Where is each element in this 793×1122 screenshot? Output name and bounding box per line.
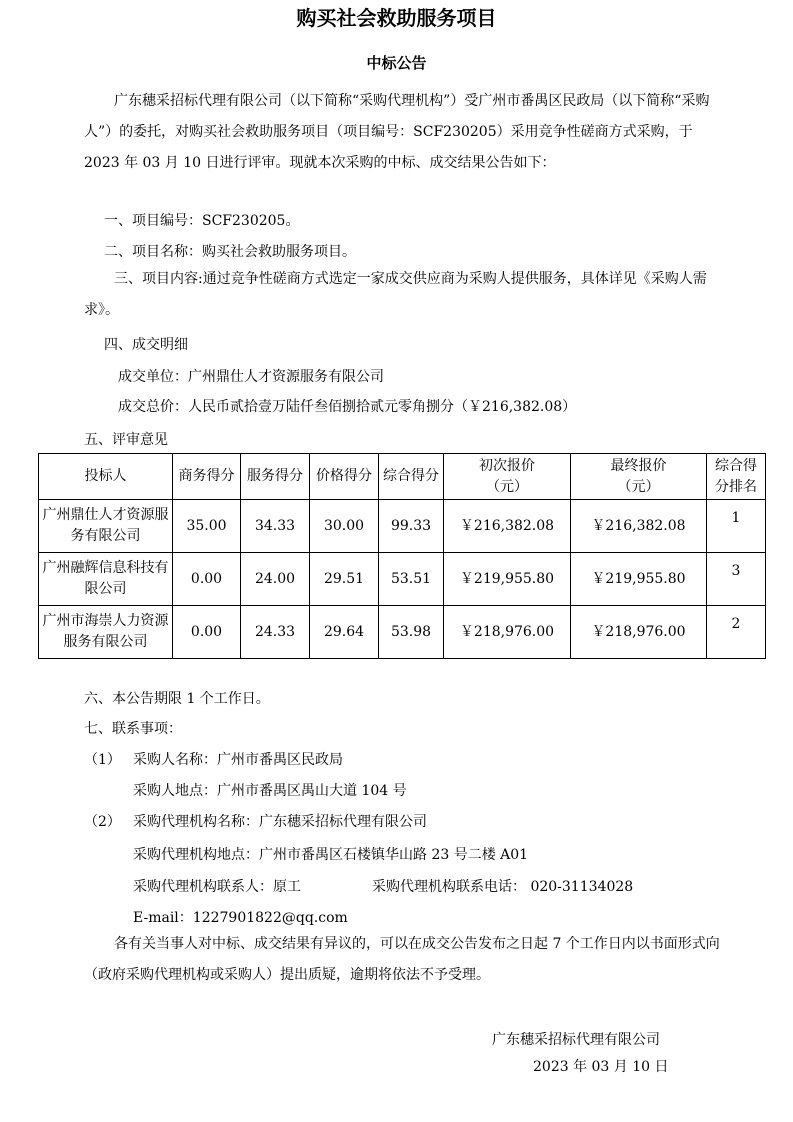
purchaser-name: 采购人名称：广州市番禺区民政局 [133,752,343,768]
item-deal-details: 四、成交明细 [104,337,188,353]
header-initial-quote: 初次报价 （元） [444,454,571,500]
cell-rank: 1 [707,500,766,553]
header-final-quote: 最终报价 （元） [571,454,707,500]
header-total-score: 综合得分 [379,454,444,500]
cell-rank: 3 [707,553,766,606]
agency-address: 采购代理机构地点：广州市番禺区石楼镇华山路 23 号二楼 A01 [133,847,529,863]
contact-2-number: （2） [84,814,121,830]
agency-contact-person: 采购代理机构联系人：原工 [133,879,301,895]
intro-paragraph: 广东穗采招标代理有限公司（以下简称“采购代理机构”）受广州市番禺区民政局（以下简称“采购人”）的委托，对购买社会救助服务项目（项目编号：SCF230205）采用竞争性磋商方式采购，于 2023 年 03 月 10 日进行评审。现就本次采购的中标、成交结果公告如下： [84,93,710,171]
item-project-name: 二、项目名称：购买社会救助服务项目。 [104,244,356,260]
cell-final-quote: ￥216,382.08 [571,500,707,553]
cell-final-quote: ￥219,955.80 [571,553,707,606]
agency-name: 采购代理机构名称：广东穗采招标代理有限公司 [133,814,427,830]
purchaser-address: 采购人地点：广州市番禺区禺山大道 104 号 [133,783,407,799]
cell-service-score: 34.33 [241,500,310,553]
agency-contact-phone: 采购代理机构联系电话： 020-31134028 [372,879,634,895]
cell-final-quote: ￥218,976.00 [571,606,707,659]
contact-1-number: （1） [84,752,121,768]
cell-bidder: 广州鼎仕人才资源服务有限公司 [39,500,173,553]
cell-initial-quote: ￥218,976.00 [444,606,571,659]
item-project-content: 三、项目内容:通过竞争性磋商方式选定一家成交供应商为采购人提供服务，具体详见《采购人需求》。 [84,271,707,318]
deal-total-price: 成交总价：人民币贰拾壹万陆仟叁佰捌拾贰元零角捌分（￥216,382.08） [118,399,577,415]
cell-bidder: 广州市海崇人力资源服务有限公司 [39,606,173,659]
header-business-score: 商务得分 [173,454,241,500]
cell-initial-quote: ￥219,955.80 [444,553,571,606]
signature-company: 广东穗采招标代理有限公司 [492,1032,660,1048]
table-row [39,553,766,606]
header-rank: 综合得 分排名 [707,454,766,500]
header-price-score: 价格得分 [310,454,379,500]
cell-total-score: 53.98 [379,606,444,659]
evaluation-table [38,453,766,659]
cell-bidder: 广州融辉信息科技有限公司 [39,553,173,606]
cell-initial-quote: ￥216,382.08 [444,500,571,553]
header-service-score: 服务得分 [241,454,310,500]
page-title: 购买社会救助服务项目 [296,6,497,30]
table-header-row [39,454,766,500]
table-row [39,606,766,659]
item-review-opinion: 五、评审意见 [84,432,168,448]
cell-total-score: 99.33 [379,500,444,553]
cell-service-score: 24.33 [241,606,310,659]
item-contacts: 七、联系事项： [84,721,182,737]
signature-date: 2023 年 03 月 10 日 [533,1059,669,1075]
cell-price-score: 29.51 [310,553,379,606]
closing-paragraph: 各有关当事人对中标、成交结果有异议的，可以在成交公告发布之日起 7 个工作日内以书面形式向（政府采购代理机构或采购人）提出质疑，逾期将依法不予受理。 [84,936,720,983]
cell-business-score: 0.00 [173,553,241,606]
cell-total-score: 53.51 [379,553,444,606]
header-bidder: 投标人 [39,454,173,500]
deal-winner: 成交单位：广州鼎仕人才资源服务有限公司 [118,369,384,385]
cell-business-score: 35.00 [173,500,241,553]
cell-price-score: 30.00 [310,500,379,553]
cell-rank: 2 [707,606,766,659]
table-row [39,500,766,553]
cell-service-score: 24.00 [241,553,310,606]
agency-email: E-mail：1227901822@qq.com [133,910,348,926]
item-notice-period: 六、本公告期限 1 个工作日。 [84,691,270,707]
cell-business-score: 0.00 [173,606,241,659]
page-subtitle: 中标公告 [366,54,427,72]
item-project-number: 一、项目编号：SCF230205。 [104,213,300,229]
cell-price-score: 29.64 [310,606,379,659]
